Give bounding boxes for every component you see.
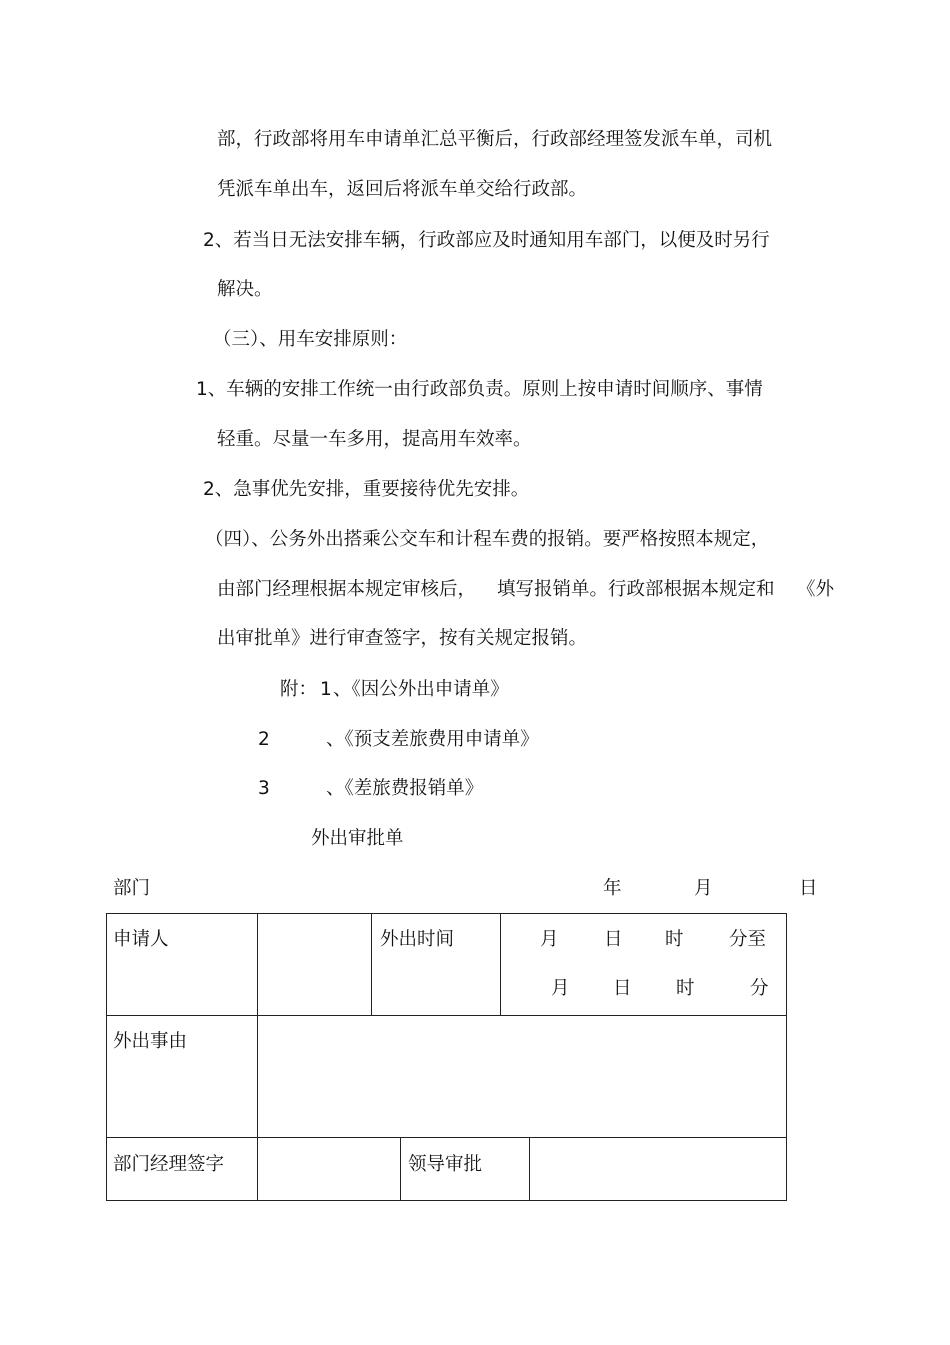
paragraph-line: 解决。	[217, 279, 273, 300]
time-hour-end: 时	[676, 978, 695, 999]
attachment-number: 1	[320, 679, 332, 700]
paragraph-line: 凭派车单出车，返回后将派车单交给行政部。	[217, 179, 588, 200]
date-month: 月	[694, 878, 713, 899]
time-minute-end: 分	[750, 978, 769, 999]
time-hour-start: 时	[665, 929, 684, 950]
paragraph-line: 1、车辆的安排工作统一由行政部负责。原则上按申请时间顺序、事情	[196, 379, 763, 400]
paragraph-line: 部，行政部将用车申请单汇总平衡后，行政部经理签发派车单，司机	[217, 129, 773, 150]
paragraph-line: 《外	[797, 579, 835, 600]
date-day: 日	[799, 878, 818, 899]
section-heading: （四）、公务外出搭乘公交车和计程车费的报销。要严格按照本规定，	[205, 529, 770, 550]
paragraph-line: 出审批单》进行审查签字，按有关规定报销。	[217, 628, 588, 649]
time-minute-start: 分至	[729, 929, 767, 950]
time-day-end: 日	[613, 978, 632, 999]
date-year: 年	[603, 878, 622, 899]
time-day-start: 日	[604, 929, 623, 950]
attachment-item: 、《预支差旅费用申请单》	[326, 729, 539, 750]
section-heading: （三）、用车安排原则：	[213, 329, 408, 350]
attachment-number: 3	[258, 778, 270, 799]
attachment-item: 、《因公外出申请单》	[333, 679, 509, 700]
leader-approval-label: 领导审批	[408, 1154, 483, 1175]
attachment-number: 2	[258, 729, 270, 750]
attachment-item: 、《差旅费报销单》	[326, 778, 484, 799]
manager-signature-label: 部门经理签字	[113, 1154, 225, 1175]
time-month-end: 月	[551, 978, 570, 999]
attachment-prefix: 附：	[280, 679, 318, 700]
paragraph-line: 2、急事优先安排，重要接待优先安排。	[203, 479, 530, 500]
paragraph-line: 填写报销单。行政部根据本规定和	[497, 579, 775, 600]
reason-label: 外出事由	[113, 1031, 188, 1052]
applicant-label: 申请人	[113, 929, 169, 950]
form-title: 外出审批单	[311, 828, 404, 849]
paragraph-line: 2、若当日无法安排车辆，行政部应及时通知用车部门，以便及时另行	[203, 230, 770, 251]
paragraph-line: 由部门经理根据本规定审核后，	[217, 579, 477, 600]
time-label: 外出时间	[380, 929, 455, 950]
paragraph-line: 轻重。尽量一车多用，提高用车效率。	[217, 429, 532, 450]
time-month-start: 月	[540, 929, 559, 950]
dept-label: 部门	[113, 878, 151, 899]
